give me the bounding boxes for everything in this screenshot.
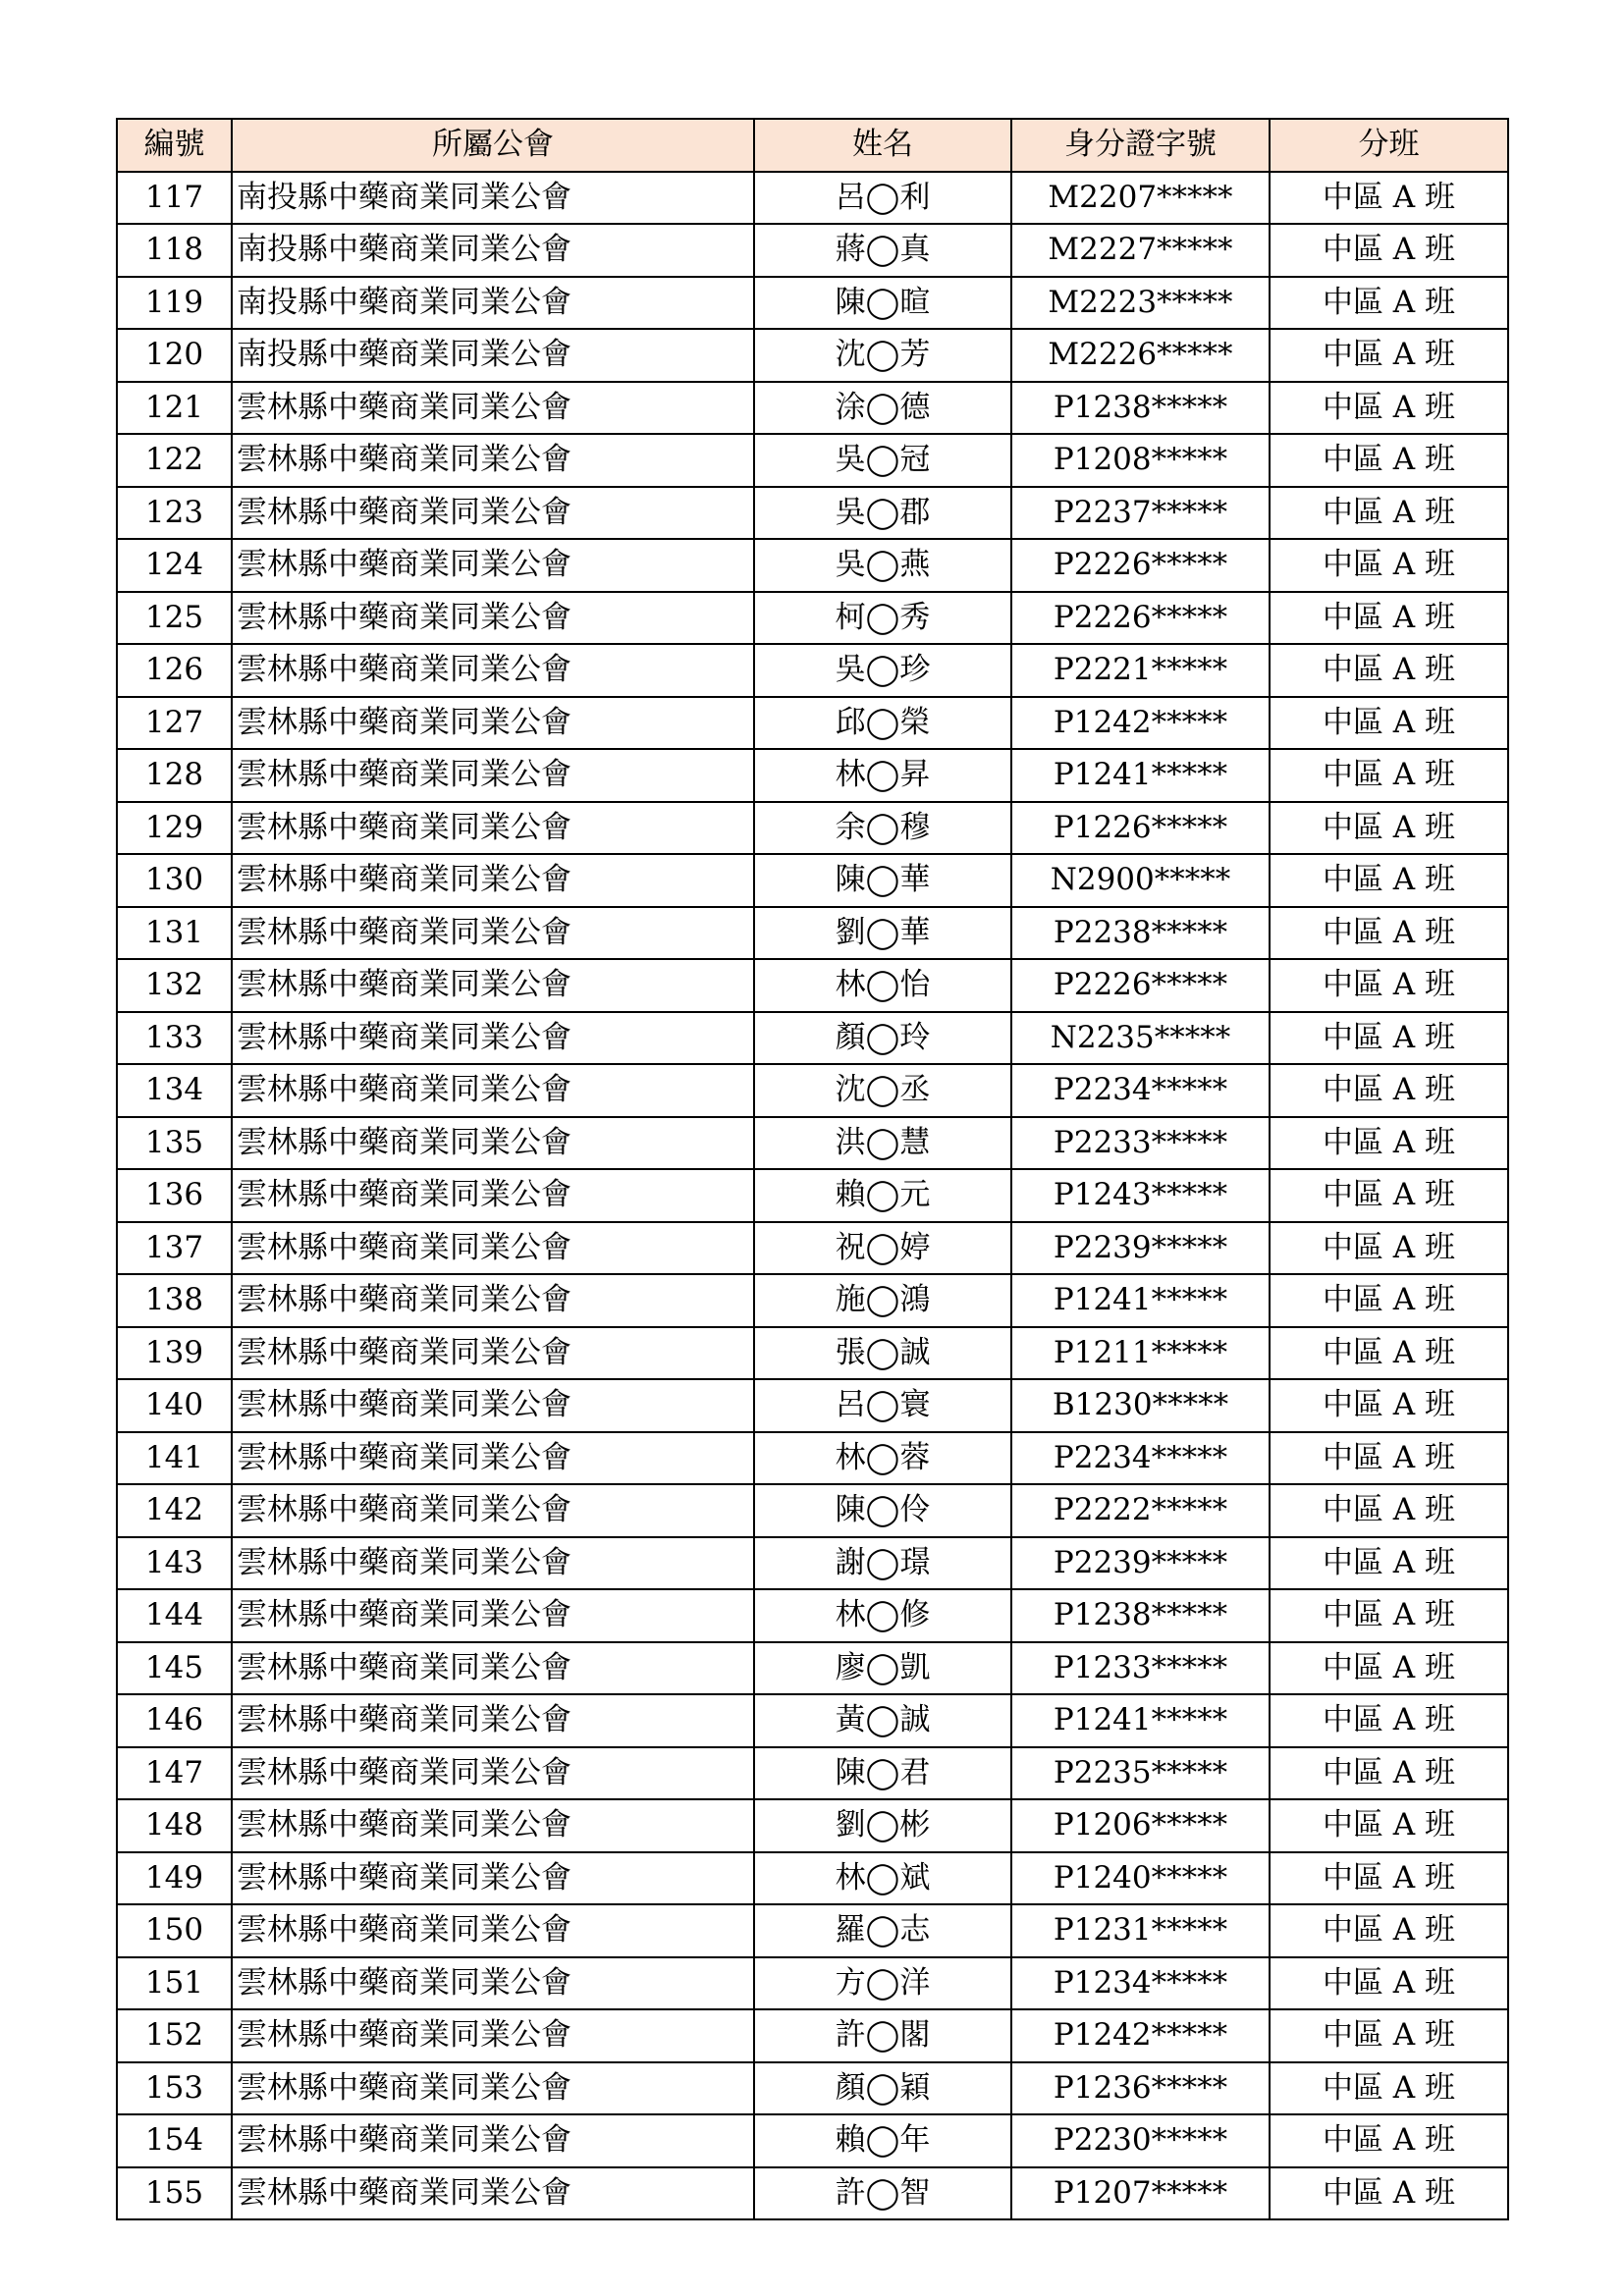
table-row [117, 539, 1508, 592]
cell-id-number: P2230***** [1011, 2114, 1270, 2167]
cell-class: 中區 A 班 [1270, 1274, 1508, 1327]
cell-name: 賴◯元 [754, 1169, 1011, 1222]
cell-class: 中區 A 班 [1270, 1484, 1508, 1537]
table-row [117, 1222, 1508, 1275]
cell-number: 128 [117, 749, 232, 802]
cell-union: 雲林縣中藥商業同業公會 [232, 1642, 754, 1695]
cell-id-number: P2221***** [1011, 644, 1270, 697]
cell-id-number: P2237***** [1011, 487, 1270, 540]
cell-class: 中區 A 班 [1270, 224, 1508, 277]
cell-id-number: P2234***** [1011, 1432, 1270, 1485]
cell-name: 顏◯玲 [754, 1012, 1011, 1065]
cell-id-number: P2233***** [1011, 1117, 1270, 1170]
table-row [117, 644, 1508, 697]
cell-number: 119 [117, 277, 232, 330]
cell-number: 123 [117, 487, 232, 540]
cell-union: 雲林縣中藥商業同業公會 [232, 1222, 754, 1275]
table-row [117, 2062, 1508, 2115]
cell-name: 吳◯珍 [754, 644, 1011, 697]
cell-class: 中區 A 班 [1270, 1432, 1508, 1485]
cell-number: 148 [117, 1799, 232, 1852]
cell-number: 151 [117, 1957, 232, 2010]
cell-union: 雲林縣中藥商業同業公會 [232, 802, 754, 855]
cell-class: 中區 A 班 [1270, 382, 1508, 435]
cell-name: 施◯鴻 [754, 1274, 1011, 1327]
cell-id-number: M2226***** [1011, 329, 1270, 382]
cell-number: 139 [117, 1327, 232, 1380]
table-row [117, 487, 1508, 540]
table-row [117, 802, 1508, 855]
table-row [117, 2167, 1508, 2220]
cell-name: 呂◯利 [754, 172, 1011, 225]
cell-union: 南投縣中藥商業同業公會 [232, 277, 754, 330]
table-body [117, 172, 1508, 2220]
cell-class: 中區 A 班 [1270, 1379, 1508, 1432]
cell-name: 吳◯燕 [754, 539, 1011, 592]
table-row [117, 1012, 1508, 1065]
cell-name: 陳◯華 [754, 854, 1011, 907]
cell-class: 中區 A 班 [1270, 172, 1508, 225]
table-row [117, 1169, 1508, 1222]
cell-name: 沈◯丞 [754, 1064, 1011, 1117]
table-row [117, 697, 1508, 750]
cell-id-number: P1243***** [1011, 1169, 1270, 1222]
header-class: 分班 [1270, 119, 1508, 172]
cell-class: 中區 A 班 [1270, 1852, 1508, 1905]
cell-name: 柯◯秀 [754, 592, 1011, 645]
cell-name: 林◯怡 [754, 959, 1011, 1012]
cell-union: 雲林縣中藥商業同業公會 [232, 1799, 754, 1852]
cell-id-number: P1226***** [1011, 802, 1270, 855]
cell-number: 152 [117, 2009, 232, 2062]
cell-union: 雲林縣中藥商業同業公會 [232, 644, 754, 697]
table-row [117, 1694, 1508, 1747]
table-row [117, 2009, 1508, 2062]
table-row [117, 1064, 1508, 1117]
cell-class: 中區 A 班 [1270, 644, 1508, 697]
cell-class: 中區 A 班 [1270, 434, 1508, 487]
cell-name: 方◯洋 [754, 1957, 1011, 2010]
header-row [117, 119, 1508, 172]
cell-name: 廖◯凱 [754, 1642, 1011, 1695]
cell-union: 雲林縣中藥商業同業公會 [232, 907, 754, 960]
cell-union: 雲林縣中藥商業同業公會 [232, 434, 754, 487]
cell-id-number: P1238***** [1011, 382, 1270, 435]
cell-number: 127 [117, 697, 232, 750]
cell-name: 羅◯志 [754, 1904, 1011, 1957]
cell-id-number: P1238***** [1011, 1589, 1270, 1642]
cell-union: 雲林縣中藥商業同業公會 [232, 1117, 754, 1170]
cell-union: 南投縣中藥商業同業公會 [232, 224, 754, 277]
cell-number: 134 [117, 1064, 232, 1117]
table-row [117, 1852, 1508, 1905]
table-row [117, 329, 1508, 382]
table-row [117, 1957, 1508, 2010]
cell-number: 142 [117, 1484, 232, 1537]
cell-name: 顏◯穎 [754, 2062, 1011, 2115]
cell-id-number: P2239***** [1011, 1222, 1270, 1275]
cell-class: 中區 A 班 [1270, 802, 1508, 855]
cell-id-number: P1207***** [1011, 2167, 1270, 2220]
cell-number: 153 [117, 2062, 232, 2115]
header-number: 編號 [117, 119, 232, 172]
table-row [117, 277, 1508, 330]
cell-class: 中區 A 班 [1270, 1222, 1508, 1275]
cell-union: 雲林縣中藥商業同業公會 [232, 1747, 754, 1800]
cell-id-number: P2226***** [1011, 592, 1270, 645]
cell-id-number: N2235***** [1011, 1012, 1270, 1065]
cell-number: 122 [117, 434, 232, 487]
cell-id-number: P2226***** [1011, 539, 1270, 592]
cell-number: 149 [117, 1852, 232, 1905]
cell-class: 中區 A 班 [1270, 1799, 1508, 1852]
table-row [117, 592, 1508, 645]
cell-name: 林◯蓉 [754, 1432, 1011, 1485]
cell-name: 劉◯華 [754, 907, 1011, 960]
cell-id-number: P2226***** [1011, 959, 1270, 1012]
cell-id-number: B1230***** [1011, 1379, 1270, 1432]
table-row [117, 854, 1508, 907]
cell-id-number: P2238***** [1011, 907, 1270, 960]
cell-union: 雲林縣中藥商業同業公會 [232, 1432, 754, 1485]
cell-number: 141 [117, 1432, 232, 1485]
table-row [117, 172, 1508, 225]
cell-name: 涂◯德 [754, 382, 1011, 435]
cell-class: 中區 A 班 [1270, 1694, 1508, 1747]
cell-number: 150 [117, 1904, 232, 1957]
cell-union: 雲林縣中藥商業同業公會 [232, 1589, 754, 1642]
cell-class: 中區 A 班 [1270, 1169, 1508, 1222]
cell-name: 許◯智 [754, 2167, 1011, 2220]
table-row [117, 1274, 1508, 1327]
cell-name: 吳◯郡 [754, 487, 1011, 540]
table-row [117, 1799, 1508, 1852]
cell-id-number: P1233***** [1011, 1642, 1270, 1695]
cell-number: 125 [117, 592, 232, 645]
cell-id-number: P2234***** [1011, 1064, 1270, 1117]
table-row [117, 1379, 1508, 1432]
cell-number: 140 [117, 1379, 232, 1432]
cell-union: 雲林縣中藥商業同業公會 [232, 1012, 754, 1065]
cell-id-number: N2900***** [1011, 854, 1270, 907]
table-row [117, 1432, 1508, 1485]
cell-name: 林◯修 [754, 1589, 1011, 1642]
cell-class: 中區 A 班 [1270, 1537, 1508, 1590]
cell-number: 118 [117, 224, 232, 277]
cell-id-number: P1241***** [1011, 749, 1270, 802]
cell-number: 133 [117, 1012, 232, 1065]
cell-number: 154 [117, 2114, 232, 2167]
cell-id-number: P2239***** [1011, 1537, 1270, 1590]
cell-class: 中區 A 班 [1270, 2062, 1508, 2115]
table-row [117, 382, 1508, 435]
cell-number: 135 [117, 1117, 232, 1170]
cell-union: 雲林縣中藥商業同業公會 [232, 2167, 754, 2220]
table-row [117, 749, 1508, 802]
cell-number: 120 [117, 329, 232, 382]
cell-number: 138 [117, 1274, 232, 1327]
cell-id-number: P1234***** [1011, 1957, 1270, 2010]
cell-class: 中區 A 班 [1270, 1012, 1508, 1065]
cell-name: 祝◯婷 [754, 1222, 1011, 1275]
table-row [117, 1117, 1508, 1170]
cell-class: 中區 A 班 [1270, 749, 1508, 802]
cell-class: 中區 A 班 [1270, 1747, 1508, 1800]
cell-name: 陳◯暄 [754, 277, 1011, 330]
cell-class: 中區 A 班 [1270, 697, 1508, 750]
cell-number: 124 [117, 539, 232, 592]
cell-number: 136 [117, 1169, 232, 1222]
cell-number: 146 [117, 1694, 232, 1747]
table-row [117, 2114, 1508, 2167]
cell-number: 130 [117, 854, 232, 907]
cell-number: 132 [117, 959, 232, 1012]
table-row [117, 1327, 1508, 1380]
cell-union: 雲林縣中藥商業同業公會 [232, 1327, 754, 1380]
cell-name: 洪◯慧 [754, 1117, 1011, 1170]
cell-name: 賴◯年 [754, 2114, 1011, 2167]
cell-union: 雲林縣中藥商業同業公會 [232, 1694, 754, 1747]
cell-name: 陳◯君 [754, 1747, 1011, 1800]
cell-id-number: M2207***** [1011, 172, 1270, 225]
cell-union: 雲林縣中藥商業同業公會 [232, 1537, 754, 1590]
cell-name: 劉◯彬 [754, 1799, 1011, 1852]
table-row [117, 959, 1508, 1012]
table-row [117, 1747, 1508, 1800]
table-row [117, 1537, 1508, 1590]
cell-union: 雲林縣中藥商業同業公會 [232, 854, 754, 907]
cell-name: 謝◯璟 [754, 1537, 1011, 1590]
table-row [117, 1904, 1508, 1957]
cell-class: 中區 A 班 [1270, 329, 1508, 382]
header-union: 所屬公會 [232, 119, 754, 172]
cell-union: 雲林縣中藥商業同業公會 [232, 1904, 754, 1957]
cell-class: 中區 A 班 [1270, 1904, 1508, 1957]
cell-name: 林◯昇 [754, 749, 1011, 802]
cell-class: 中區 A 班 [1270, 1589, 1508, 1642]
cell-class: 中區 A 班 [1270, 277, 1508, 330]
cell-class: 中區 A 班 [1270, 1327, 1508, 1380]
cell-class: 中區 A 班 [1270, 539, 1508, 592]
cell-class: 中區 A 班 [1270, 1957, 1508, 2010]
table-row [117, 1642, 1508, 1695]
cell-name: 蔣◯真 [754, 224, 1011, 277]
cell-class: 中區 A 班 [1270, 2114, 1508, 2167]
cell-number: 147 [117, 1747, 232, 1800]
cell-union: 雲林縣中藥商業同業公會 [232, 1274, 754, 1327]
cell-number: 145 [117, 1642, 232, 1695]
cell-class: 中區 A 班 [1270, 1064, 1508, 1117]
cell-name: 吳◯冠 [754, 434, 1011, 487]
table-row [117, 434, 1508, 487]
cell-name: 陳◯伶 [754, 1484, 1011, 1537]
cell-union: 雲林縣中藥商業同業公會 [232, 1169, 754, 1222]
header-id-number: 身分證字號 [1011, 119, 1270, 172]
cell-id-number: P1241***** [1011, 1274, 1270, 1327]
cell-name: 呂◯寰 [754, 1379, 1011, 1432]
cell-union: 雲林縣中藥商業同業公會 [232, 539, 754, 592]
cell-id-number: P1208***** [1011, 434, 1270, 487]
cell-name: 張◯誠 [754, 1327, 1011, 1380]
cell-union: 雲林縣中藥商業同業公會 [232, 697, 754, 750]
cell-number: 143 [117, 1537, 232, 1590]
cell-union: 雲林縣中藥商業同業公會 [232, 1957, 754, 2010]
cell-union: 雲林縣中藥商業同業公會 [232, 487, 754, 540]
cell-class: 中區 A 班 [1270, 959, 1508, 1012]
cell-class: 中區 A 班 [1270, 1117, 1508, 1170]
cell-union: 雲林縣中藥商業同業公會 [232, 2114, 754, 2167]
cell-id-number: P1242***** [1011, 697, 1270, 750]
cell-number: 117 [117, 172, 232, 225]
table-row [117, 224, 1508, 277]
cell-id-number: P2222***** [1011, 1484, 1270, 1537]
cell-number: 131 [117, 907, 232, 960]
cell-union: 南投縣中藥商業同業公會 [232, 329, 754, 382]
cell-union: 雲林縣中藥商業同業公會 [232, 749, 754, 802]
table-row [117, 1484, 1508, 1537]
cell-class: 中區 A 班 [1270, 907, 1508, 960]
roster-table-container [116, 118, 1509, 2220]
cell-id-number: P1206***** [1011, 1799, 1270, 1852]
cell-union: 雲林縣中藥商業同業公會 [232, 1379, 754, 1432]
cell-name: 許◯閣 [754, 2009, 1011, 2062]
cell-union: 雲林縣中藥商業同業公會 [232, 2009, 754, 2062]
cell-union: 雲林縣中藥商業同業公會 [232, 1484, 754, 1537]
roster-table [116, 118, 1509, 2220]
cell-name: 林◯斌 [754, 1852, 1011, 1905]
cell-id-number: P1231***** [1011, 1904, 1270, 1957]
cell-id-number: P2235***** [1011, 1747, 1270, 1800]
table-row [117, 907, 1508, 960]
cell-name: 沈◯芳 [754, 329, 1011, 382]
cell-union: 雲林縣中藥商業同業公會 [232, 959, 754, 1012]
header-name: 姓名 [754, 119, 1011, 172]
cell-id-number: P1211***** [1011, 1327, 1270, 1380]
cell-class: 中區 A 班 [1270, 487, 1508, 540]
cell-number: 144 [117, 1589, 232, 1642]
cell-id-number: P1241***** [1011, 1694, 1270, 1747]
cell-union: 雲林縣中藥商業同業公會 [232, 592, 754, 645]
cell-class: 中區 A 班 [1270, 854, 1508, 907]
cell-class: 中區 A 班 [1270, 1642, 1508, 1695]
cell-id-number: P1236***** [1011, 2062, 1270, 2115]
cell-id-number: M2227***** [1011, 224, 1270, 277]
cell-number: 155 [117, 2167, 232, 2220]
cell-class: 中區 A 班 [1270, 2009, 1508, 2062]
cell-id-number: P1240***** [1011, 1852, 1270, 1905]
cell-name: 邱◯榮 [754, 697, 1011, 750]
cell-union: 南投縣中藥商業同業公會 [232, 172, 754, 225]
table-header [117, 119, 1508, 172]
cell-union: 雲林縣中藥商業同業公會 [232, 382, 754, 435]
cell-number: 129 [117, 802, 232, 855]
cell-number: 121 [117, 382, 232, 435]
cell-union: 雲林縣中藥商業同業公會 [232, 1852, 754, 1905]
cell-id-number: P1242***** [1011, 2009, 1270, 2062]
cell-union: 雲林縣中藥商業同業公會 [232, 2062, 754, 2115]
cell-name: 余◯穆 [754, 802, 1011, 855]
cell-number: 137 [117, 1222, 232, 1275]
cell-name: 黃◯誠 [754, 1694, 1011, 1747]
cell-class: 中區 A 班 [1270, 2167, 1508, 2220]
cell-union: 雲林縣中藥商業同業公會 [232, 1064, 754, 1117]
table-row [117, 1589, 1508, 1642]
cell-id-number: M2223***** [1011, 277, 1270, 330]
cell-class: 中區 A 班 [1270, 592, 1508, 645]
cell-number: 126 [117, 644, 232, 697]
